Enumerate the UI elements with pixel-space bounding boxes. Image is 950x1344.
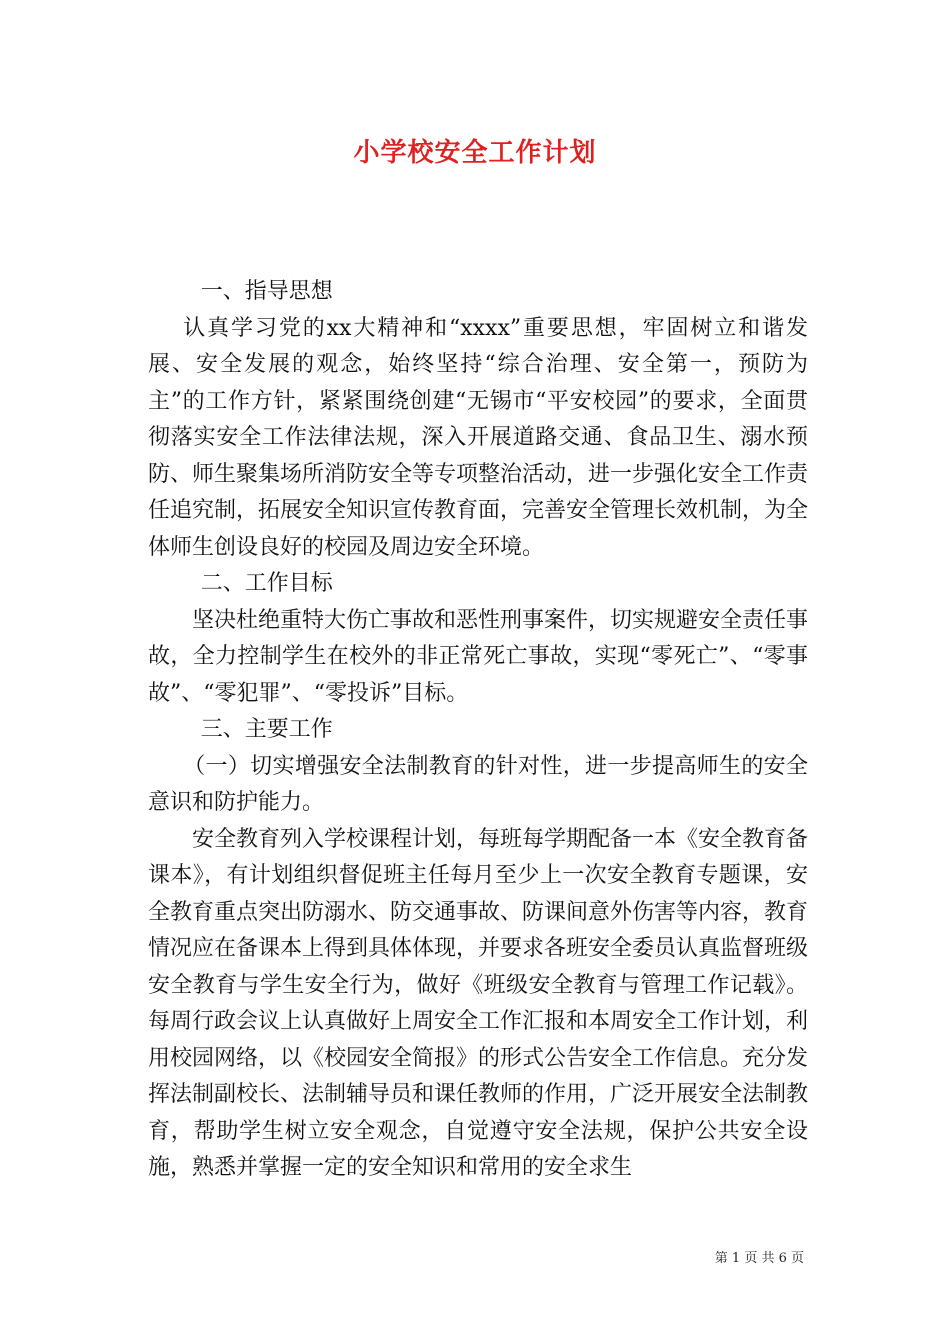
section-subheading: （一）切实增强安全法制教育的针对性，进一步提高师生的安全意识和防护能力。 <box>148 753 808 815</box>
section-heading-work-goals: 二、工作目标 <box>200 571 333 596</box>
section-paragraph: 坚决杜绝重特大伤亡事故和恶性刑事案件，切实规避安全责任事故，全力控制学生在校外的非正常死亡事故，实现“零死亡”、“零事故”、“零犯罪”、“零投诉”目标。 <box>148 607 809 706</box>
section-paragraph: 认真学习党的xx大精神和“xxxx”重要思想，牢固树立和谐发展、安全发展的观念，始终坚持“综合治理、安全第一，预防为主”的工作方针，紧紧围绕创建“无锡市“平安校园”的要求，全面贯彻落实安全工作法律法规，深入开展道路交通、食品卫生、溺水预防、师生聚集场所消防安全等专项整治活动，进一步强化安全工作责任追究制，拓展安全知识宣传教育面，完善安全管理长效机制，为全体师生创设良好的校园及周边安全环境。 <box>148 315 809 560</box>
section-paragraph: 安全教育列入学校课程计划，每班每学期配备一本《安全教育备课本》，有计划组织督促班主任每月至少上一次安全教育专题课，安全教育重点突出防溺水、防交通事故、防课间意外伤害等内容，教育情况应在备课本上得到具体体现，并要求各班安全委员认真监督班级安全教育与学生安全行为，做好《班级安全教育与管理工作记载》。每周行政会议上认真做好上周安全工作汇报和本周安全工作计划，利用校园网络，以《校园安全简报》的形式公告安全工作信息。充分发挥法制副校长、法制辅导员和课任教师的作用，广泛开展安全法制教育，帮助学生树立安全观念，自觉遵守安全法规，保护公共安全设施，熟悉并掌握一定的安全知识和常用的安全求生 <box>148 826 809 1180</box>
page-number: 第 1 页 共 6 页 <box>714 1251 804 1266</box>
section-heading-main-work: 三、主要工作 <box>200 717 333 742</box>
document-title: 小学校安全工作计划 <box>353 138 597 168</box>
section-heading-guiding-thought: 一、指导思想 <box>200 279 333 304</box>
document-body <box>148 274 808 1187</box>
